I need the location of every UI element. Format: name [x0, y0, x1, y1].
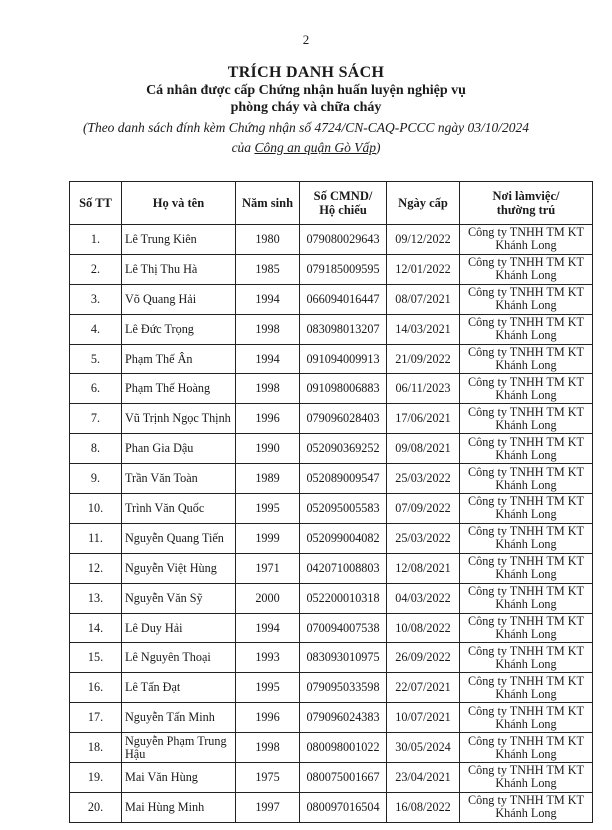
workplace-line1: Công ty TNHH TM KT [467, 524, 584, 539]
cell-issue-date: 09/12/2022 [387, 225, 460, 255]
workplace-line2: Khánh Long [495, 806, 557, 821]
cell-issue-date: 26/09/2022 [387, 643, 460, 673]
table-row [70, 792, 593, 822]
cell-workplace [460, 494, 593, 524]
document-title: TRÍCH DANH SÁCH [227, 64, 385, 81]
cell-name: Mai Hùng Minh [122, 792, 236, 822]
cell-issue-date: 12/08/2021 [387, 553, 460, 583]
cell-name: Phạm Thế Ân [122, 344, 236, 374]
cell-birth-year: 1975 [236, 763, 300, 793]
workplace-line2: Khánh Long [495, 627, 557, 642]
workplace-line1: Công ty TNHH TM KT [467, 374, 584, 389]
reference-note-suffix: ) [375, 140, 381, 155]
cell-workplace [460, 284, 593, 314]
workplace-line1: Công ty TNHH TM KT [467, 255, 584, 270]
cell-workplace [460, 553, 593, 583]
cell-id-number: 083093010975 [300, 643, 387, 673]
workplace-line1: Công ty TNHH TM KT [467, 733, 584, 748]
document-subtitle-line1: Cá nhân được cấp Chứng nhận huấn luyện nghiệp vụ [146, 83, 466, 98]
cell-issue-date: 25/03/2022 [387, 464, 460, 494]
cell-issue-date: 08/07/2021 [387, 284, 460, 314]
cell-birth-year: 1989 [236, 464, 300, 494]
cell-workplace [460, 254, 593, 284]
workplace-line1: Công ty TNHH TM KT [467, 315, 584, 330]
cell-id-number: 079080029643 [300, 225, 387, 255]
cell-issue-date: 10/08/2022 [387, 613, 460, 643]
workplace-line1: Công ty TNHH TM KT [467, 225, 584, 240]
header-id-number [300, 182, 387, 225]
header-workplace [460, 182, 593, 225]
cell-name: Võ Quang Hải [122, 284, 236, 314]
cell-id-number: 052090369252 [300, 434, 387, 464]
cell-name: Phan Gia Dậu [122, 434, 236, 464]
cell-workplace [460, 225, 593, 255]
table-row [70, 314, 593, 344]
table-row [70, 583, 593, 613]
table-header-row [70, 182, 593, 225]
cell-name: Nguyễn Phạm Trung Hậu [122, 733, 236, 763]
cell-birth-year: 1998 [236, 314, 300, 344]
cell-birth-year: 1997 [236, 792, 300, 822]
workplace-line1: Công ty TNHH TM KT [467, 464, 584, 479]
cell-stt: 8. [70, 434, 122, 464]
workplace-line1: Công ty TNHH TM KT [467, 404, 584, 419]
cell-workplace [460, 703, 593, 733]
cell-workplace [460, 464, 593, 494]
table-row [70, 703, 593, 733]
table-row [70, 284, 593, 314]
cell-issue-date: 17/06/2021 [387, 404, 460, 434]
cell-birth-year: 1995 [236, 494, 300, 524]
workplace-line2: Khánh Long [495, 567, 557, 582]
cell-workplace [460, 733, 593, 763]
workplace-line2: Khánh Long [495, 746, 557, 761]
cell-stt: 7. [70, 404, 122, 434]
header-birth-year: Năm sinh [236, 182, 300, 225]
cell-workplace [460, 434, 593, 464]
cell-id-number: 091098006883 [300, 374, 387, 404]
table-row [70, 643, 593, 673]
cell-name: Lê Tấn Đạt [122, 673, 236, 703]
cell-workplace [460, 763, 593, 793]
cell-issue-date: 30/05/2024 [387, 733, 460, 763]
workplace-line2: Khánh Long [495, 238, 557, 253]
workplace-line1: Công ty TNHH TM KT [467, 434, 584, 449]
cell-name: Nguyễn Tấn Minh [122, 703, 236, 733]
workplace-line1: Công ty TNHH TM KT [467, 703, 584, 718]
cell-name: Trần Văn Toàn [122, 464, 236, 494]
cell-birth-year: 1996 [236, 703, 300, 733]
workplace-line1: Công ty TNHH TM KT [467, 345, 584, 359]
cell-id-number: 083098013207 [300, 314, 387, 344]
cell-name: Vũ Trịnh Ngọc Thịnh [122, 404, 236, 434]
table-row [70, 763, 593, 793]
cell-id-number: 080098001022 [300, 733, 387, 763]
cell-stt: 10. [70, 494, 122, 524]
cell-name: Mai Văn Hùng [122, 763, 236, 793]
cell-name: Trình Văn Quốc [122, 494, 236, 524]
cell-issue-date: 12/01/2022 [387, 254, 460, 284]
workplace-line2: Khánh Long [495, 358, 557, 372]
reference-note-prefix: của [231, 140, 255, 155]
workplace-line1: Công ty TNHH TM KT [467, 643, 584, 658]
cell-stt: 12. [70, 553, 122, 583]
workplace-line1: Công ty TNHH TM KT [467, 584, 584, 599]
cell-stt: 4. [70, 314, 122, 344]
cell-id-number: 091094009913 [300, 344, 387, 374]
header-stt: Số TT [70, 182, 122, 225]
workplace-line2: Khánh Long [495, 537, 557, 552]
table-row [70, 673, 593, 703]
header-id-line2: Hộ chiếu [319, 203, 367, 217]
cell-id-number: 079096024383 [300, 703, 387, 733]
cell-workplace [460, 643, 593, 673]
cell-birth-year: 1999 [236, 523, 300, 553]
cell-id-number: 042071008803 [300, 553, 387, 583]
cell-stt: 3. [70, 284, 122, 314]
cell-stt: 20. [70, 792, 122, 822]
cell-stt: 13. [70, 583, 122, 613]
cell-id-number: 052099004082 [300, 523, 387, 553]
workplace-line2: Khánh Long [495, 656, 557, 671]
cell-stt: 6. [70, 374, 122, 404]
cell-id-number: 070094007538 [300, 613, 387, 643]
cell-name: Lê Trung Kiên [122, 225, 236, 255]
workplace-line1: Công ty TNHH TM KT [467, 763, 584, 778]
cell-name: Nguyễn Văn Sỹ [122, 583, 236, 613]
workplace-line2: Khánh Long [495, 776, 557, 791]
workplace-line2: Khánh Long [495, 268, 557, 283]
cell-issue-date: 04/03/2022 [387, 583, 460, 613]
workplace-line2: Khánh Long [495, 417, 557, 432]
cell-birth-year: 1998 [236, 374, 300, 404]
cell-id-number: 079095033598 [300, 673, 387, 703]
cell-stt: 11. [70, 523, 122, 553]
cell-birth-year: 1990 [236, 434, 300, 464]
cell-issue-date: 09/08/2021 [387, 434, 460, 464]
cell-name: Lê Duy Hải [122, 613, 236, 643]
table-row [70, 553, 593, 583]
table-row [70, 374, 593, 404]
cell-id-number: 079096028403 [300, 404, 387, 434]
cell-stt: 16. [70, 673, 122, 703]
cell-birth-year: 1994 [236, 284, 300, 314]
cell-workplace [460, 583, 593, 613]
workplace-line1: Công ty TNHH TM KT [467, 673, 584, 688]
cell-id-number: 080097016504 [300, 792, 387, 822]
cell-birth-year: 1993 [236, 643, 300, 673]
workplace-line2: Khánh Long [495, 597, 557, 612]
table-row [70, 494, 593, 524]
page-number: 2 [302, 32, 310, 47]
cell-birth-year: 1995 [236, 673, 300, 703]
cell-workplace [460, 613, 593, 643]
cell-id-number: 052095005583 [300, 494, 387, 524]
workplace-line2: Khánh Long [495, 477, 557, 492]
header-issue-date: Ngày cấp [387, 182, 460, 225]
cell-birth-year: 1980 [236, 225, 300, 255]
cell-id-number: 066094016447 [300, 284, 387, 314]
cell-birth-year: 1996 [236, 404, 300, 434]
cell-birth-year: 1994 [236, 613, 300, 643]
cell-issue-date: 10/07/2021 [387, 703, 460, 733]
cell-workplace [460, 673, 593, 703]
cell-issue-date: 07/09/2022 [387, 494, 460, 524]
workplace-line2: Khánh Long [495, 447, 557, 462]
table-row [70, 613, 593, 643]
header-work-line2: thường trú [496, 203, 556, 217]
cell-workplace [460, 374, 593, 404]
cell-name: Lê Thị Thu Hà [122, 254, 236, 284]
header-id-line1: Số CMND/ [313, 189, 373, 203]
cell-id-number: 052200010318 [300, 583, 387, 613]
table-row [70, 434, 593, 464]
cell-issue-date: 06/11/2023 [387, 374, 460, 404]
workplace-line1: Công ty TNHH TM KT [467, 614, 584, 629]
cell-stt: 9. [70, 464, 122, 494]
cell-workplace [460, 314, 593, 344]
workplace-line2: Khánh Long [495, 298, 557, 313]
cell-workplace [460, 404, 593, 434]
cell-issue-date: 23/04/2021 [387, 763, 460, 793]
workplace-line2: Khánh Long [495, 716, 557, 731]
cell-id-number: 052089009547 [300, 464, 387, 494]
table-row [70, 733, 593, 763]
cell-stt: 1. [70, 225, 122, 255]
table-row [70, 404, 593, 434]
cell-stt: 15. [70, 643, 122, 673]
table-row [70, 225, 593, 255]
header-name: Họ và tên [122, 182, 236, 225]
header-work-line1: Nơi làmviệc/ [492, 189, 560, 203]
table-body [70, 225, 593, 823]
workplace-line1: Công ty TNHH TM KT [467, 793, 584, 808]
cell-birth-year: 1998 [236, 733, 300, 763]
cell-stt: 17. [70, 703, 122, 733]
workplace-line1: Công ty TNHH TM KT [467, 494, 584, 509]
cell-issue-date: 14/03/2021 [387, 314, 460, 344]
cell-workplace [460, 523, 593, 553]
table-row [70, 464, 593, 494]
cell-name: Phạm Thế Hoàng [122, 374, 236, 404]
cell-stt: 19. [70, 763, 122, 793]
table-row [70, 523, 593, 553]
cell-birth-year: 1985 [236, 254, 300, 284]
cell-name: Lê Nguyên Thoại [122, 643, 236, 673]
cell-stt: 14. [70, 613, 122, 643]
cell-stt: 18. [70, 733, 122, 763]
workplace-line1: Công ty TNHH TM KT [467, 285, 584, 300]
cell-name: Nguyễn Quang Tiến [122, 523, 236, 553]
table-row [70, 254, 593, 284]
cell-issue-date: 22/07/2021 [387, 673, 460, 703]
cell-workplace [460, 344, 593, 374]
cell-issue-date: 25/03/2022 [387, 523, 460, 553]
workplace-line2: Khánh Long [495, 686, 557, 701]
workplace-line2: Khánh Long [495, 328, 557, 343]
cell-workplace [460, 792, 593, 822]
document-subtitle-line2: phòng cháy và chữa cháy [230, 100, 382, 115]
workplace-line2: Khánh Long [495, 507, 557, 522]
cell-stt: 2. [70, 254, 122, 284]
cell-id-number: 080075001667 [300, 763, 387, 793]
cell-name: Lê Đức Trọng [122, 314, 236, 344]
cell-birth-year: 1971 [236, 553, 300, 583]
reference-note-line2 [0, 139, 612, 156]
cell-id-number: 079185009595 [300, 254, 387, 284]
cell-issue-date: 21/09/2022 [387, 344, 460, 374]
cell-birth-year: 2000 [236, 583, 300, 613]
workplace-line2: Khánh Long [495, 387, 557, 402]
cell-birth-year: 1994 [236, 344, 300, 374]
reference-note-line1: (Theo danh sách đính kèm Chứng nhận số 4724/CN-CAQ-PCCC ngày 03/10/2024 [82, 120, 530, 135]
reference-note-authority: Công an quận Gò Vấp [254, 140, 376, 155]
workplace-line1: Công ty TNHH TM KT [467, 554, 584, 569]
cell-name: Nguyễn Việt Hùng [122, 553, 236, 583]
table-row [70, 344, 593, 374]
document-heading [0, 64, 612, 156]
cell-stt: 5. [70, 344, 122, 374]
cell-issue-date: 16/08/2022 [387, 792, 460, 822]
certified-persons-table [69, 181, 593, 823]
